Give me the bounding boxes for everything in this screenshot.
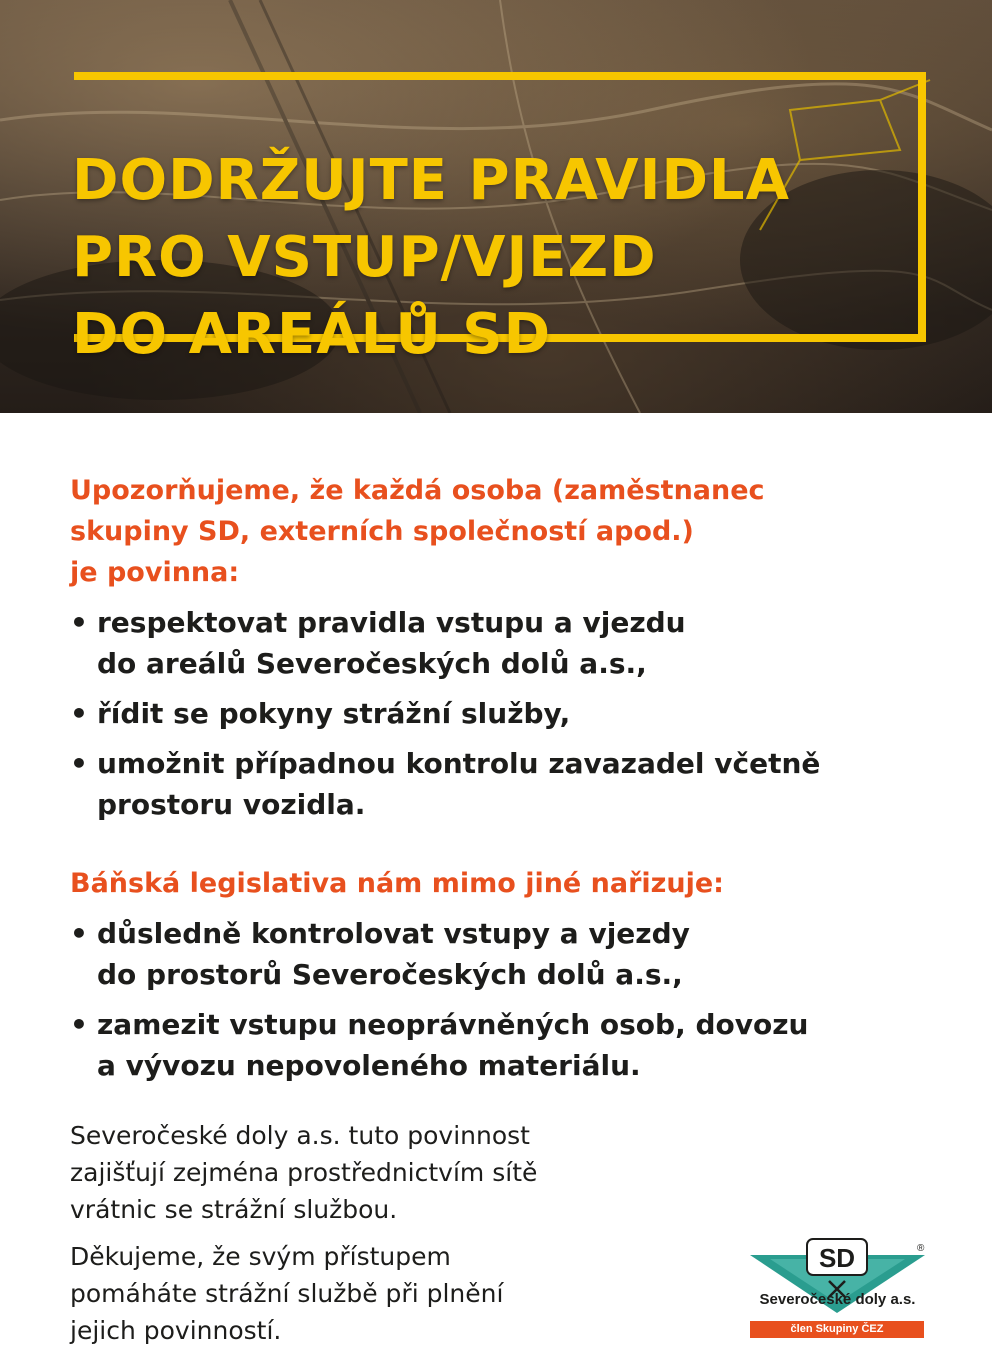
list-item-text: umožnit případnou kontrolu zavazadel včetně — [97, 747, 821, 780]
list-item — [70, 602, 930, 684]
headline — [72, 142, 790, 373]
list-item — [70, 1004, 930, 1086]
section1-lead — [70, 470, 930, 593]
list-item-text: do areálů Severočeských dolů a.s., — [97, 647, 647, 680]
hero-mine-photo — [0, 0, 992, 413]
bullet-icon: • — [70, 606, 88, 639]
headline-line-2: PRO VSTUP/VJEZD — [72, 225, 657, 290]
paragraph-thanks — [70, 1238, 690, 1349]
bullet-icon: • — [70, 1008, 88, 1041]
section2-bullets — [70, 913, 930, 1086]
list-item-text: řídit se pokyny strážní služby, — [97, 697, 571, 730]
section1-lead-line: je povinna: — [70, 557, 240, 588]
paragraph-line: Severočeské doly a.s. tuto povinnost — [70, 1121, 530, 1150]
section2-lead — [70, 863, 930, 904]
list-item — [70, 913, 930, 995]
company-name: Severočeské doly a.s. — [759, 1291, 916, 1308]
section1-lead-line: Upozorňujeme, že každá osoba (zaměstnanec — [70, 475, 765, 506]
member-badge: člen Skupiny ČEZ — [750, 1321, 924, 1338]
paragraph-line: vrátnic se strážní službou. — [70, 1195, 398, 1224]
list-item — [70, 693, 930, 734]
bullet-icon: • — [70, 747, 88, 780]
list-item-text: respektovat pravidla vstupu a vjezdu — [97, 606, 686, 639]
list-item-text: do prostorů Severočeských dolů a.s., — [97, 958, 683, 991]
paragraph-line: zajišťují zejména prostřednictvím sítě — [70, 1158, 538, 1187]
list-item-text: a vývozu nepovoleného materiálu. — [97, 1049, 641, 1082]
section-obligations — [70, 470, 930, 1086]
registered-mark: ® — [917, 1243, 925, 1254]
list-item-text: důsledně kontrolovat vstupy a vjezdy — [97, 917, 690, 950]
paragraph-line: Děkujeme, že svým přístupem — [70, 1242, 451, 1271]
headline-line-3: DO AREÁLŮ SD — [72, 302, 552, 367]
list-item-text: prostoru vozidla. — [97, 788, 366, 821]
bullet-icon: • — [70, 697, 88, 730]
headline-line-1: DODRŽUJTE PRAVIDLA — [72, 148, 790, 213]
section1-bullets — [70, 602, 930, 825]
bullet-icon: • — [70, 917, 88, 950]
list-item-text: zamezit vstupu neoprávněných osob, dovozu — [97, 1008, 809, 1041]
logo-mark: SD — [818, 1243, 856, 1273]
paragraph-line: jejich povinností. — [70, 1316, 282, 1345]
paragraph-line: pomáháte strážní službě při plnění — [70, 1279, 504, 1308]
paragraph-duty — [70, 1117, 690, 1228]
section1-lead-line: skupiny SD, externích společností apod.) — [70, 516, 694, 547]
section2-lead-line: Báňská legislativa nám mimo jiné nařizuje: — [70, 868, 724, 899]
list-item — [70, 743, 930, 825]
